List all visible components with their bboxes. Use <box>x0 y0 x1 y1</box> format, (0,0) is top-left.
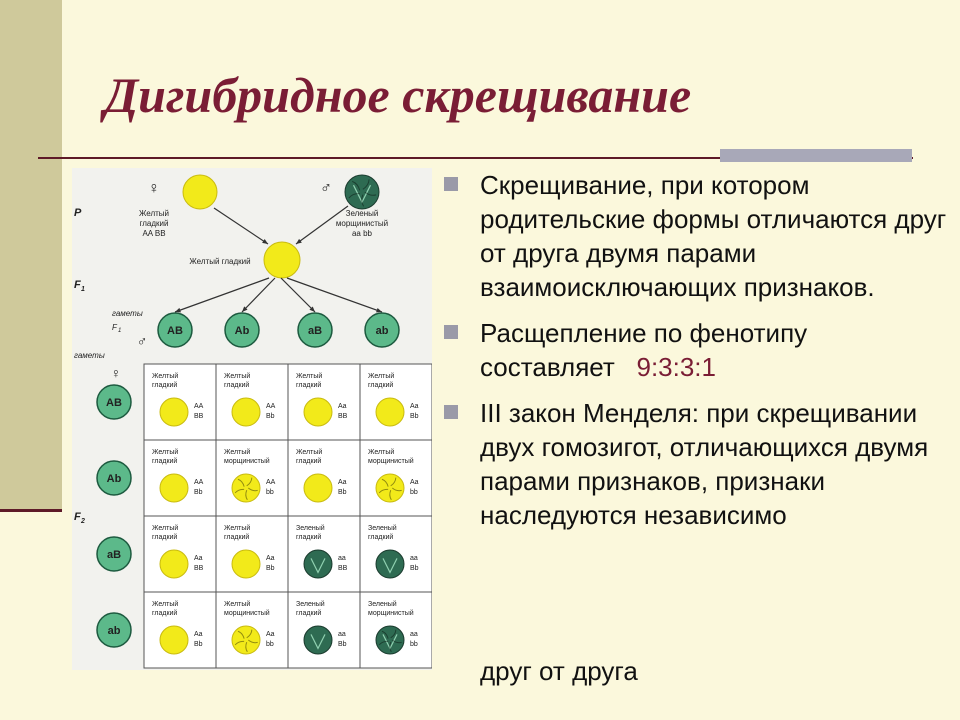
left-band-underline <box>0 509 62 512</box>
cell-pea <box>376 550 404 578</box>
gametes-label-female: гаметы <box>74 351 105 360</box>
title-divider-accent <box>720 149 912 162</box>
male-symbol: ♂ <box>320 180 332 197</box>
cell-phenotype-shape: гладкий <box>296 458 322 465</box>
cell-phenotype-color: Желтый <box>152 601 179 608</box>
punnett-square-figure <box>72 168 432 670</box>
phenotype-ratio: 9:3:3:1 <box>636 352 716 382</box>
cell-genotype-a: AA <box>194 479 204 486</box>
bullet-text: Скрещивание, при котором родительские формы отличаются друг от друга двумя парами взаимоисключающих признаков. <box>480 170 947 302</box>
cell-pea <box>160 550 188 578</box>
cell-phenotype-color: Желтый <box>368 373 395 380</box>
cell-genotype-b: Bb <box>266 565 275 572</box>
cell-phenotype-shape: гладкий <box>152 382 178 389</box>
cell-phenotype-shape: гладкий <box>296 610 322 617</box>
cell-genotype-b: bb <box>266 641 274 648</box>
cell-genotype-a: aa <box>410 555 418 562</box>
parent-female-shape: гладкий <box>139 219 169 228</box>
cell-phenotype-shape: гладкий <box>296 382 322 389</box>
cell-pea <box>160 474 188 502</box>
bullet-ratio <box>444 316 958 384</box>
cell-genotype-b: BB <box>338 413 348 420</box>
cell-phenotype-shape: гладкий <box>224 382 250 389</box>
generation-label-f2: F <box>74 511 81 523</box>
parent-female-pea <box>183 175 217 209</box>
cell-genotype-b: BB <box>194 413 204 420</box>
generation-label-f1: F <box>74 279 81 291</box>
cell-phenotype-color: Желтый <box>152 525 179 532</box>
gamete-male-label: aB <box>307 325 323 337</box>
cell-pea <box>232 550 260 578</box>
gamete-male-label: Ab <box>234 325 250 337</box>
cell-genotype-a: AA <box>194 403 204 410</box>
cell-genotype-a: aa <box>338 555 346 562</box>
bullet-list <box>444 168 958 544</box>
f1-pea <box>264 242 300 278</box>
cell-genotype-a: aa <box>338 631 346 638</box>
gamete-male-label: ab <box>375 325 389 337</box>
cell-phenotype-color: Желтый <box>224 449 251 456</box>
parent-male-color: Зеленый <box>345 209 379 218</box>
cell-phenotype-shape: гладкий <box>152 458 178 465</box>
cell-phenotype-shape: гладкий <box>296 534 322 541</box>
cell-genotype-a: Aa <box>194 555 203 562</box>
gametes-label-f1-letter: F <box>112 323 117 332</box>
cell-genotype-a: aa <box>410 631 418 638</box>
cell-phenotype-color: Желтый <box>224 525 251 532</box>
cell-pea <box>304 550 332 578</box>
cell-phenotype-color: Желтый <box>368 449 395 456</box>
cell-genotype-a: AA <box>266 479 276 486</box>
cell-genotype-a: AA <box>266 403 276 410</box>
cell-genotype-a: Aa <box>338 403 347 410</box>
bullet-text: Расщепление по фенотипу составляет <box>480 318 808 382</box>
cell-genotype-a: Aa <box>338 479 347 486</box>
male-symbol-gametes: ♂ <box>136 333 148 349</box>
cell-genotype-b: Bb <box>410 565 419 572</box>
cell-genotype-b: Bb <box>338 641 347 648</box>
cell-phenotype-shape: гладкий <box>368 382 394 389</box>
cell-genotype-b: Bb <box>338 489 347 496</box>
f1-phenotype-label: Желтый гладкий <box>189 257 251 266</box>
cell-genotype-b: bb <box>266 489 274 496</box>
cell-genotype-a: Aa <box>194 631 203 638</box>
gametes-label-f1: гаметы <box>112 309 143 318</box>
cell-phenotype-shape: морщинистый <box>224 458 270 465</box>
cell-pea <box>304 626 332 654</box>
cell-genotype-b: BB <box>194 565 204 572</box>
generation-label-f1-sub: 1 <box>81 286 85 293</box>
cell-genotype-b: Bb <box>194 489 203 496</box>
cell-pea <box>232 398 260 426</box>
cell-phenotype-shape: гладкий <box>224 534 250 541</box>
cell-phenotype-color: Желтый <box>152 449 179 456</box>
cell-phenotype-color: Желтый <box>296 449 323 456</box>
cell-phenotype-color: Зеленый <box>368 525 397 532</box>
cell-phenotype-color: Желтый <box>296 373 323 380</box>
cell-phenotype-color: Желтый <box>224 373 251 380</box>
female-symbol-gametes: ♀ <box>110 365 122 381</box>
cell-pea <box>304 398 332 426</box>
bullet-text: III закон Менделя: при скрещивании двух гомозигот, отличающихся двумя парами признаков, признаки наследуются независимо <box>480 398 929 530</box>
gamete-female-label: ab <box>107 625 121 637</box>
cell-genotype-a: Aa <box>410 403 419 410</box>
cell-pea <box>160 626 188 654</box>
gamete-female-label: Ab <box>106 473 122 485</box>
bullet-continuation: друг от друга <box>480 656 638 686</box>
cell-phenotype-shape: морщинистый <box>368 610 414 617</box>
cell-genotype-b: bb <box>410 641 418 648</box>
cell-genotype-b: Bb <box>266 413 275 420</box>
gamete-female-label: AB <box>106 397 122 409</box>
parent-male-shape: морщинистый <box>335 219 389 228</box>
parent-female-genotype: AA BB <box>142 229 166 238</box>
slide-title: Дигибридное скрещивание <box>104 67 692 123</box>
cell-genotype-a: Aa <box>266 555 275 562</box>
female-symbol: ♀ <box>148 180 160 197</box>
cell-phenotype-color: Желтый <box>224 601 251 608</box>
cell-pea <box>376 398 404 426</box>
cell-pea <box>160 398 188 426</box>
cell-phenotype-shape: гладкий <box>152 534 178 541</box>
gamete-male-label: AB <box>167 325 183 337</box>
cell-phenotype-color: Зеленый <box>296 525 325 532</box>
cell-phenotype-shape: морщинистый <box>224 610 270 617</box>
cell-genotype-a: Aa <box>266 631 275 638</box>
cell-phenotype-color: Зеленый <box>368 601 397 608</box>
cell-genotype-b: Bb <box>194 641 203 648</box>
cell-genotype-a: Aa <box>410 479 419 486</box>
cell-pea <box>304 474 332 502</box>
parent-female-color: Желтый <box>138 209 170 218</box>
cell-phenotype-color: Желтый <box>152 373 179 380</box>
cell-genotype-b: bb <box>410 489 418 496</box>
left-decor-band <box>0 0 62 512</box>
generation-label-p: P <box>74 207 82 219</box>
cell-phenotype-shape: гладкий <box>152 610 178 617</box>
gamete-female-label: aB <box>106 549 122 561</box>
cell-phenotype-shape: морщинистый <box>368 458 414 465</box>
cell-phenotype-color: Зеленый <box>296 601 325 608</box>
cell-genotype-b: Bb <box>410 413 419 420</box>
parent-male-genotype: aa bb <box>351 229 373 238</box>
cell-genotype-b: BB <box>338 565 348 572</box>
bullet-mendel-law <box>444 396 958 532</box>
gametes-label-f1-sub: 1 <box>118 328 122 334</box>
generation-label-f2-sub: 2 <box>81 518 85 525</box>
bullet-definition <box>444 168 958 304</box>
cell-phenotype-shape: гладкий <box>368 534 394 541</box>
